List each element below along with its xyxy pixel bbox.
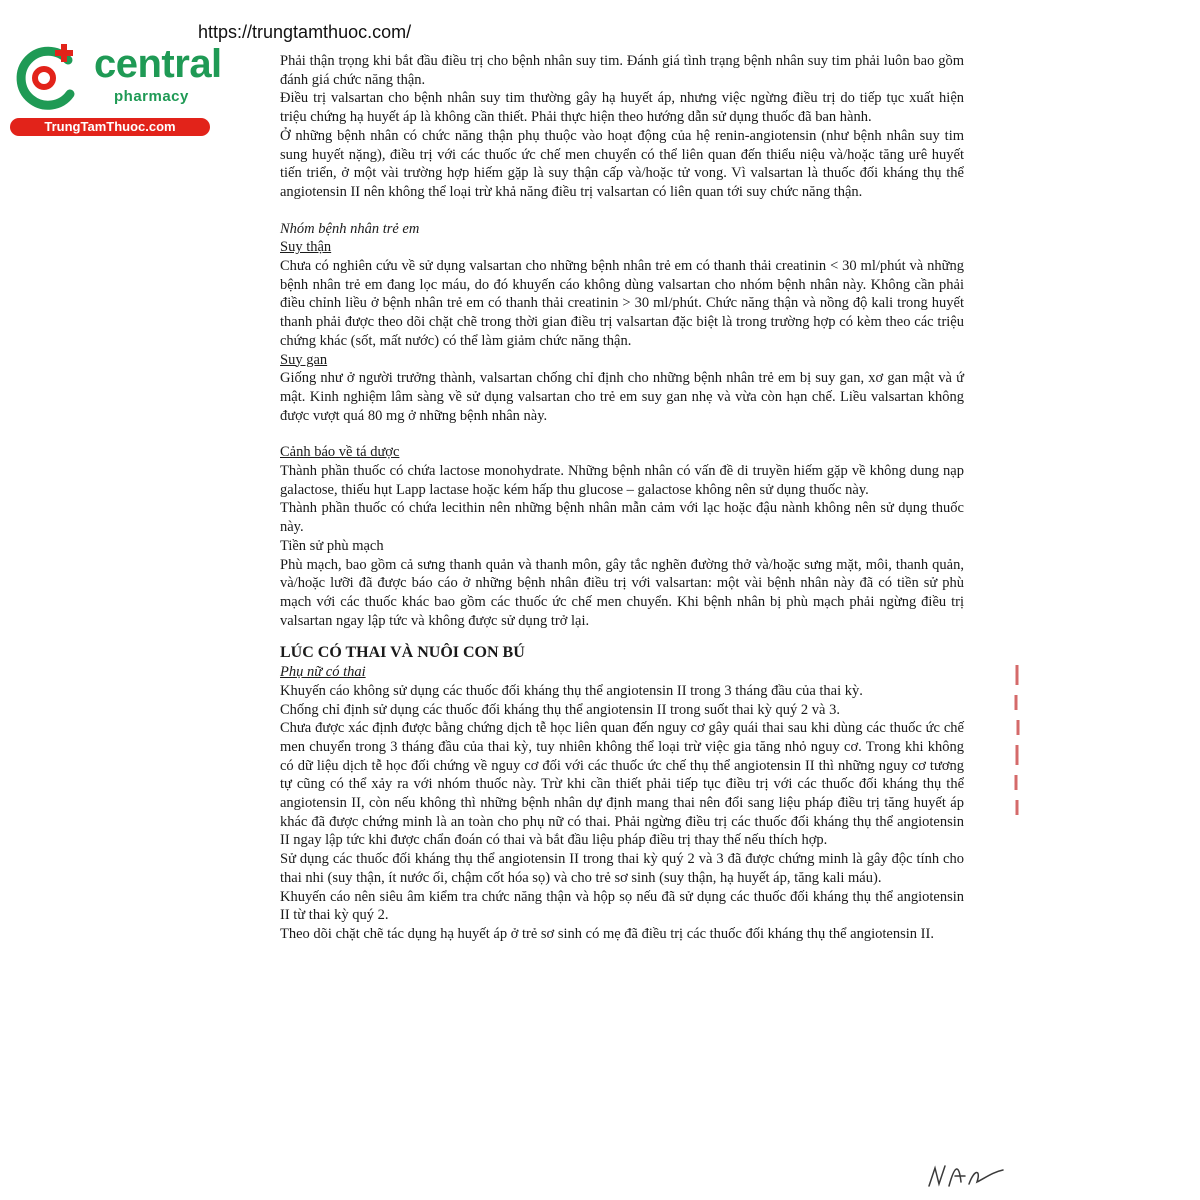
document-body (280, 52, 964, 944)
paragraph: Khuyến cáo không sử dụng các thuốc đối kháng thụ thể angiotensin II trong 3 tháng đầu của thai kỳ. (280, 682, 863, 699)
pharmacy-logo-icon (10, 38, 90, 118)
paragraph: Khuyến cáo nên siêu âm kiểm tra chức năng thận và hộp sọ nếu đã sử dụng các thuốc đối kháng thụ thể angiotensin II từ thai kỳ quý 2. (280, 888, 964, 924)
paragraph: Ở những bệnh nhân có chức năng thận phụ thuộc vào hoạt động của hệ renin-angiotensin (như bệnh nhân suy tim sung huyết nặng), điều trị với các thuốc ức chế men chuyển có thể liên quan đến thiểu niệu và/hoặc tăng urê huyết tiến triển, ở một vài trường hợp hiếm gặp là suy thận cấp và/hoặc tử vong. Vì valsartan là thuốc đối kháng thụ thể angiotensin II nên không thể loại trừ khả năng điều trị valsartan có liên quan tới suy chức năng thận. (280, 127, 964, 200)
paragraph: Chưa được xác định được bằng chứng dịch tễ học liên quan đến nguy cơ gây quái thai sau khi dùng các thuốc ức chế men chuyển trong 3 tháng đầu của thai kỳ, tuy nhiên không thể loại trừ việc gia tăng nhỏ nguy cơ. Trong khi không có dữ liệu dịch tễ học đối chứng về nguy cơ đối với các thuốc ức chế thụ thể angiotensin II thì những nguy cơ tương tự cũng có thể xảy ra với nhóm thuốc này. Trừ khi cần thiết phải tiếp tục điều trị với các thuốc đối kháng thụ thể angiotensin II, còn nếu không thì những bệnh nhân dự định mang thai nên đổi sang liệu pháp điều trị tăng huyết áp khác đã được chứng minh là an toàn cho phụ nữ có thai. Phải ngừng điều trị các thuốc đối kháng thụ thể angiotensin II ngay lập tức khi được chẩn đoán có thai và bắt đầu liệu pháp điều trị thay thế nếu thích hợp. (280, 720, 964, 849)
paragraph: Điều trị valsartan cho bệnh nhân suy tim thường gây hạ huyết áp, nhưng việc ngừng điều trị do tiếp tục xuất hiện triệu chứng hạ huyết áp là không cần thiết. Phải thực hiện theo hướng dẫn sử dụng thuốc đã ban hành. (280, 90, 964, 126)
subheading-hepatic: Suy gan (280, 351, 328, 368)
section-heading-pediatric: Nhóm bệnh nhân trẻ em (280, 220, 420, 237)
subheading-excipient: Cảnh báo về tá dược (280, 444, 400, 461)
paragraph: Thành phần thuốc có chứa lecithin nên những bệnh nhân mẫn cảm với lạc hoặc đậu nành không nên sử dụng thuốc này. (280, 500, 964, 536)
subheading-pregnant-women: Phụ nữ có thai (280, 664, 366, 681)
handwritten-signature (925, 1160, 1005, 1192)
subheading-angioedema: Tiền sử phù mạch (280, 537, 384, 554)
paragraph: Sử dụng các thuốc đối kháng thụ thể angiotensin II trong thai kỳ quý 2 và 3 đã được chứng minh là gây độc tính cho thai nhi (suy thận, ít nước ối, chậm cốt hóa sọ) và cho trẻ sơ sinh (suy thận, hạ huyết áp, tăng kali máu). (280, 851, 964, 886)
paragraph: Giống như ở người trưởng thành, valsartan chống chỉ định cho những bệnh nhân trẻ em bị suy gan, xơ gan mật và ứ mật. Kinh nghiệm lâm sàng về sử dụng valsartan cho trẻ em suy gan nhẹ và vừa còn hạn chế. Liều valsartan không được vượt quá 80 mg ở những bệnh nhân này. (280, 370, 964, 424)
subheading-renal: Suy thận (280, 239, 332, 256)
brand-tagline: pharmacy (114, 88, 189, 105)
paragraph: Chưa có nghiên cứu về sử dụng valsartan cho những bệnh nhân trẻ em có thanh thải creatinin < 30 ml/phút và những bệnh nhân trẻ em đang lọc máu, do đó khuyến cáo không dùng valsartan cho nhóm bệnh nhân này. Không cần phải điều chỉnh liều ở bệnh nhân trẻ em có thanh thải creatinin > 30 ml/phút. Chức năng thận và nồng độ kali trong huyết thanh phải được theo dõi chặt chẽ trong thời gian điều trị valsartan đặc biệt là trong trường hợp có kèm theo các triệu chứng khác (sốt, mất nước) có thể làm giảm chức năng thận. (280, 258, 964, 349)
site-badge: TrungTamThuoc.com (10, 118, 210, 136)
brand-name: central (94, 42, 222, 86)
paragraph: Chống chỉ định sử dụng các thuốc đối kháng thụ thể angiotensin II trong suốt thai kỳ quý 2 và 3. (280, 701, 840, 718)
edge-stamp-mark (1012, 665, 1022, 815)
paragraph: Phải thận trọng khi bắt đầu điều trị cho bệnh nhân suy tim. Đánh giá tình trạng bệnh nhân suy tim phải luôn bao gồm đánh giá chức năng thận. (280, 53, 964, 88)
paragraph: Phù mạch, bao gồm cả sưng thanh quản và thanh môn, gây tắc nghẽn đường thở và/hoặc sưng mặt, môi, thanh quản, và/hoặc lưỡi đã được báo cáo ở những bệnh nhân điều trị với valsartan: một vài bệnh nhân này đã có tiền sử phù mạch với các thuốc khác bao gồm các thuốc ức chế men chuyển. Khi bệnh nhân bị phù mạch phải ngừng điều trị valsartan ngay lập tức và không được sử dụng trở lại. (280, 556, 964, 629)
source-url[interactable]: https://trungtamthuoc.com/ (198, 22, 412, 42)
paragraph: Thành phần thuốc có chứa lactose monohydrate. Những bệnh nhân có vấn đề di truyền hiếm gặp về không dung nạp galactose, thiếu hụt Lapp lactase hoặc kém hấp thu glucose – galactose không nên sử dụng thuốc này. (280, 463, 964, 498)
section-heading-pregnancy: LÚC CÓ THAI VÀ NUÔI CON BÚ (280, 644, 525, 662)
paragraph: Theo dõi chặt chẽ tác dụng hạ huyết áp ở trẻ sơ sinh có mẹ đã điều trị các thuốc đối kháng thụ thể angiotensin II. (280, 925, 934, 942)
